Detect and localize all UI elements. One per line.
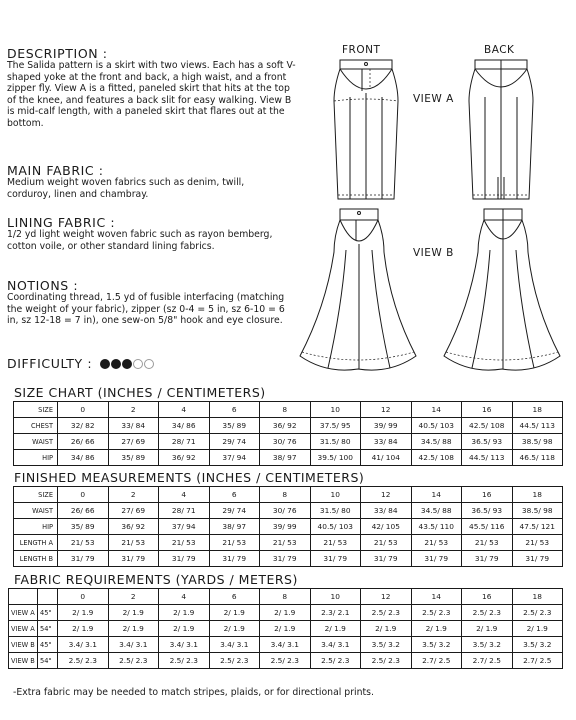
difficulty-dot-empty-icon [144, 359, 154, 369]
table-cell: 44.5/ 113 [462, 450, 513, 466]
table-cell: 3.4/ 3.1 [260, 637, 311, 653]
table-row [14, 418, 563, 434]
table-row [9, 621, 563, 637]
table-header-cell: 2 [108, 589, 159, 605]
table-cell: 32/ 82 [58, 418, 109, 434]
size-chart-table [13, 401, 563, 466]
fabric-requirements-title: FABRIC REQUIREMENTS (YARDS / METERS) [14, 572, 298, 587]
row-label-cell: 45" [38, 637, 58, 653]
table-header-cell: SIZE [14, 487, 58, 503]
table-cell: 2.5/ 2.3 [58, 653, 109, 669]
table-header-cell: 0 [58, 589, 109, 605]
table-header-cell: 2 [108, 487, 159, 503]
table-cell: 31/ 79 [209, 551, 260, 567]
table-cell: 2.7/ 2.5 [411, 653, 462, 669]
table-cell: 36/ 92 [108, 519, 159, 535]
table-cell: 26/ 66 [58, 503, 109, 519]
table-cell: 31.5/ 80 [310, 503, 361, 519]
finished-measurements-table [13, 486, 563, 567]
table-header-cell: SIZE [14, 402, 58, 418]
table-cell: 37/ 94 [159, 519, 210, 535]
table-cell: 2/ 1.9 [108, 621, 159, 637]
finished-measurements-body [14, 487, 563, 567]
table-cell: 34/ 86 [58, 450, 109, 466]
table-cell: 2.5/ 2.3 [159, 653, 210, 669]
table-cell: 28/ 71 [159, 503, 210, 519]
back-label: BACK [484, 44, 515, 56]
table-cell: 2/ 1.9 [310, 621, 361, 637]
table-header-cell: 10 [310, 589, 361, 605]
table-header-cell: 0 [58, 402, 109, 418]
table-cell: 3.5/ 3.2 [462, 637, 513, 653]
difficulty-label: DIFFICULTY : [7, 356, 93, 371]
table-cell: 21/ 53 [462, 535, 513, 551]
table-cell: 38/ 97 [260, 450, 311, 466]
view-b-front-illustration [296, 206, 420, 374]
table-header-cell [38, 589, 58, 605]
table-header-cell: 14 [411, 487, 462, 503]
table-cell: 39/ 99 [361, 418, 412, 434]
view-a-front-illustration [326, 57, 406, 202]
row-label-cell: HIP [14, 450, 58, 466]
table-cell: 27/ 69 [108, 434, 159, 450]
table-header-cell: 18 [512, 589, 563, 605]
row-label-cell: HIP [14, 519, 58, 535]
table-cell: 2.5/ 2.3 [462, 605, 513, 621]
difficulty-rating [7, 356, 154, 371]
table-cell: 2/ 1.9 [159, 605, 210, 621]
table-row [9, 653, 563, 669]
table-cell: 26/ 66 [58, 434, 109, 450]
table-cell: 36.5/ 93 [462, 434, 513, 450]
table-header-cell: 8 [260, 402, 311, 418]
table-cell: 2.5/ 2.3 [411, 605, 462, 621]
size-chart-body [14, 402, 563, 466]
table-cell: 34.5/ 88 [411, 503, 462, 519]
table-cell: 31/ 79 [159, 551, 210, 567]
table-cell: 46.5/ 118 [512, 450, 563, 466]
table-row [14, 535, 563, 551]
table-cell: 38.5/ 98 [512, 503, 563, 519]
row-label-cell: VIEW B [9, 653, 38, 669]
table-cell: 42/ 105 [361, 519, 412, 535]
table-row [14, 519, 563, 535]
table-cell: 21/ 53 [310, 535, 361, 551]
footnote: -Extra fabric may be needed to match stripes, plaids, or for directional prints. [13, 687, 374, 698]
table-header-cell: 0 [58, 487, 109, 503]
table-cell: 39.5/ 100 [310, 450, 361, 466]
table-cell: 21/ 53 [512, 535, 563, 551]
row-label-cell: 45" [38, 605, 58, 621]
main-fabric-text: Medium weight woven fabrics such as denim, twill, corduroy, linen and chambray. [7, 177, 245, 200]
table-header-row [14, 487, 563, 503]
lining-fabric-heading: LINING FABRIC : [7, 215, 116, 230]
table-header-cell: 8 [260, 589, 311, 605]
difficulty-dot-empty-icon [133, 359, 143, 369]
table-cell: 31/ 79 [310, 551, 361, 567]
table-cell: 21/ 53 [361, 535, 412, 551]
table-cell: 27/ 69 [108, 503, 159, 519]
table-header-row [9, 589, 563, 605]
table-cell: 29/ 74 [209, 503, 260, 519]
table-cell: 31/ 79 [462, 551, 513, 567]
lining-fabric-text: 1/2 yd light weight woven fabric such as rayon bemberg, cotton voile, or other standard lining fabrics. [7, 229, 273, 252]
table-cell: 35/ 89 [108, 450, 159, 466]
row-label-cell: LENGTH A [14, 535, 58, 551]
table-row [9, 605, 563, 621]
table-cell: 3.5/ 3.2 [411, 637, 462, 653]
table-row [14, 551, 563, 567]
table-cell: 2.5/ 2.3 [361, 605, 412, 621]
table-cell: 36/ 92 [260, 418, 311, 434]
row-label-cell: WAIST [14, 434, 58, 450]
table-cell: 21/ 53 [108, 535, 159, 551]
table-cell: 28/ 71 [159, 434, 210, 450]
table-cell: 3.4/ 3.1 [159, 637, 210, 653]
table-cell: 3.5/ 3.2 [361, 637, 412, 653]
table-header-cell: 2 [108, 402, 159, 418]
table-cell: 30/ 76 [260, 503, 311, 519]
row-label-cell: 54" [38, 621, 58, 637]
table-cell: 2.5/ 2.3 [361, 653, 412, 669]
table-cell: 31/ 79 [58, 551, 109, 567]
fabric-requirements-body [9, 589, 563, 669]
finished-measurements-title: FINISHED MEASUREMENTS (INCHES / CENTIMETERS) [14, 470, 365, 485]
table-cell: 42.5/ 108 [462, 418, 513, 434]
table-cell: 34/ 86 [159, 418, 210, 434]
table-cell: 45.5/ 116 [462, 519, 513, 535]
table-cell: 2/ 1.9 [361, 621, 412, 637]
table-cell: 31/ 79 [512, 551, 563, 567]
table-header-cell: 6 [209, 487, 260, 503]
table-row [14, 434, 563, 450]
table-cell: 2.7/ 2.5 [512, 653, 563, 669]
table-cell: 2/ 1.9 [260, 621, 311, 637]
table-cell: 2/ 1.9 [260, 605, 311, 621]
table-cell: 2.5/ 2.3 [209, 653, 260, 669]
table-cell: 31/ 79 [411, 551, 462, 567]
table-cell: 34.5/ 88 [411, 434, 462, 450]
row-label-cell: WAIST [14, 503, 58, 519]
table-header-cell: 6 [209, 402, 260, 418]
table-header-cell: 12 [361, 487, 412, 503]
table-cell: 31/ 79 [260, 551, 311, 567]
description-heading: DESCRIPTION : [7, 46, 108, 61]
table-cell: 21/ 53 [209, 535, 260, 551]
table-header-cell: 12 [361, 402, 412, 418]
difficulty-dot-filled-icon [122, 359, 132, 369]
table-cell: 3.4/ 3.1 [58, 637, 109, 653]
table-cell: 40.5/ 103 [310, 519, 361, 535]
main-fabric-heading: MAIN FABRIC : [7, 163, 104, 178]
difficulty-dots [100, 359, 154, 369]
table-cell: 37/ 94 [209, 450, 260, 466]
table-cell: 2.5/ 2.3 [512, 605, 563, 621]
size-chart-title: SIZE CHART (INCHES / CENTIMETERS) [14, 385, 266, 400]
table-cell: 2/ 1.9 [512, 621, 563, 637]
table-cell: 39/ 99 [260, 519, 311, 535]
table-cell: 2/ 1.9 [58, 621, 109, 637]
table-cell: 2/ 1.9 [209, 621, 260, 637]
table-header-cell: 14 [411, 402, 462, 418]
table-cell: 41/ 104 [361, 450, 412, 466]
row-label-cell: CHEST [14, 418, 58, 434]
row-label-cell: VIEW B [9, 637, 38, 653]
table-cell: 37.5/ 95 [310, 418, 361, 434]
table-header-row [14, 402, 563, 418]
table-header-cell [9, 589, 38, 605]
table-header-cell: 18 [512, 487, 563, 503]
table-header-cell: 16 [462, 589, 513, 605]
table-header-cell: 8 [260, 487, 311, 503]
notions-heading: NOTIONS : [7, 278, 79, 293]
table-header-cell: 6 [209, 589, 260, 605]
table-row [14, 450, 563, 466]
notions-text: Coordinating thread, 1.5 yd of fusible interfacing (matching the weight of your fabric), zipper (sz 0-4 = 5 in, sz 6-10 = 6 in, sz 12-18 = 7 in), one sew-on 5/8" hook and eye closure. [7, 292, 285, 327]
row-label-cell: LENGTH B [14, 551, 58, 567]
table-cell: 3.5/ 3.2 [512, 637, 563, 653]
table-cell: 2/ 1.9 [462, 621, 513, 637]
table-cell: 2/ 1.9 [209, 605, 260, 621]
row-label-cell: 54" [38, 653, 58, 669]
table-cell: 21/ 53 [159, 535, 210, 551]
table-cell: 35/ 89 [209, 418, 260, 434]
table-cell: 38/ 97 [209, 519, 260, 535]
table-cell: 2.3/ 2.1 [310, 605, 361, 621]
table-cell: 31/ 79 [108, 551, 159, 567]
table-row [14, 503, 563, 519]
table-cell: 2.5/ 2.3 [260, 653, 311, 669]
table-cell: 2.7/ 2.5 [462, 653, 513, 669]
difficulty-dot-filled-icon [100, 359, 110, 369]
table-cell: 29/ 74 [209, 434, 260, 450]
table-header-cell: 16 [462, 487, 513, 503]
table-header-cell: 14 [411, 589, 462, 605]
table-cell: 2/ 1.9 [58, 605, 109, 621]
table-cell: 47.5/ 121 [512, 519, 563, 535]
table-cell: 21/ 53 [260, 535, 311, 551]
table-cell: 42.5/ 108 [411, 450, 462, 466]
table-cell: 31/ 79 [361, 551, 412, 567]
fabric-requirements-table [8, 588, 563, 669]
table-cell: 2/ 1.9 [108, 605, 159, 621]
table-header-cell: 4 [159, 402, 210, 418]
table-cell: 33/ 84 [361, 434, 412, 450]
table-header-cell: 4 [159, 487, 210, 503]
table-cell: 35/ 89 [58, 519, 109, 535]
table-cell: 44.5/ 113 [512, 418, 563, 434]
table-header-cell: 10 [310, 487, 361, 503]
table-cell: 38.5/ 98 [512, 434, 563, 450]
table-cell: 21/ 53 [58, 535, 109, 551]
table-cell: 36/ 92 [159, 450, 210, 466]
table-cell: 21/ 53 [411, 535, 462, 551]
table-cell: 33/ 84 [361, 503, 412, 519]
table-header-cell: 4 [159, 589, 210, 605]
table-cell: 3.4/ 3.1 [108, 637, 159, 653]
table-header-cell: 12 [361, 589, 412, 605]
table-cell: 2.5/ 2.3 [108, 653, 159, 669]
table-cell: 2.5/ 2.3 [310, 653, 361, 669]
difficulty-dot-filled-icon [111, 359, 121, 369]
table-header-cell: 16 [462, 402, 513, 418]
table-cell: 2/ 1.9 [159, 621, 210, 637]
table-cell: 43.5/ 110 [411, 519, 462, 535]
view-a-back-illustration [461, 57, 541, 202]
table-header-cell: 18 [512, 402, 563, 418]
table-cell: 3.4/ 3.1 [310, 637, 361, 653]
table-header-cell: 10 [310, 402, 361, 418]
row-label-cell: VIEW A [9, 605, 38, 621]
table-cell: 30/ 76 [260, 434, 311, 450]
row-label-cell: VIEW A [9, 621, 38, 637]
view-b-back-illustration [440, 206, 564, 374]
table-row [9, 637, 563, 653]
view-a-label: VIEW A [413, 93, 454, 105]
table-cell: 31.5/ 80 [310, 434, 361, 450]
view-b-label: VIEW B [413, 247, 454, 259]
table-cell: 33/ 84 [108, 418, 159, 434]
table-cell: 40.5/ 103 [411, 418, 462, 434]
description-text: The Salida pattern is a skirt with two views. Each has a soft V-shaped yoke at the front and back, a high waist, and a front zipper fly. View A is a fitted, paneled skirt that hits at the top of the knee, and features a back slit for easy walking. View B is mid-calf length, with a paneled skirt that flares out at the bottom. [7, 60, 296, 129]
table-cell: 36.5/ 93 [462, 503, 513, 519]
table-cell: 2/ 1.9 [411, 621, 462, 637]
front-label: FRONT [342, 44, 381, 56]
table-cell: 3.4/ 3.1 [209, 637, 260, 653]
